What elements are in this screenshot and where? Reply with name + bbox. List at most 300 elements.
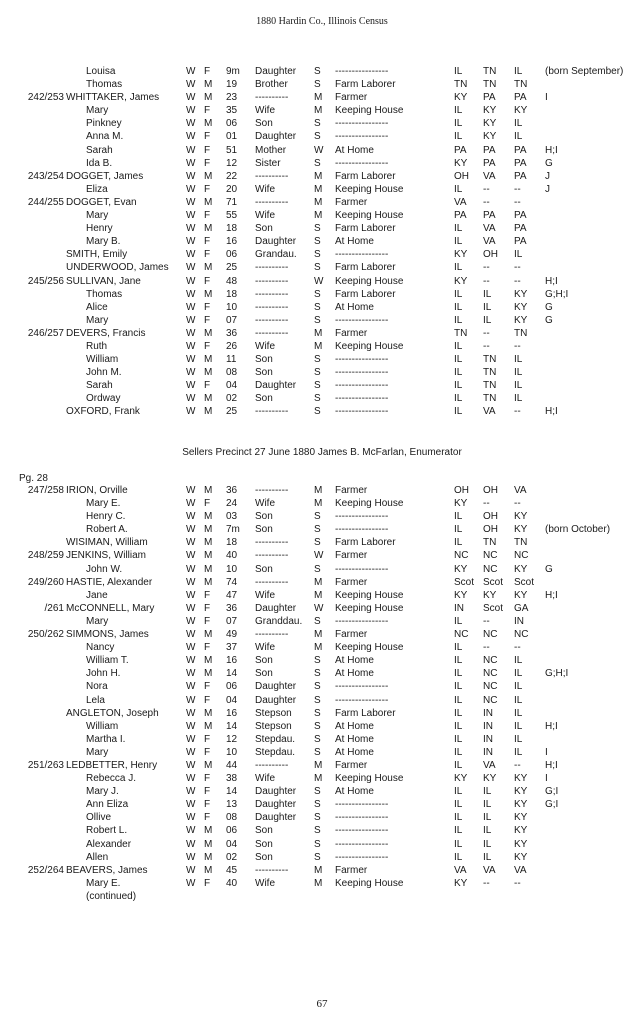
census-row <box>0 536 644 549</box>
father-birthplace: VA <box>483 223 496 235</box>
birthplace: IL <box>454 262 463 274</box>
race: W <box>186 327 196 339</box>
relationship: Son <box>255 851 273 863</box>
mother-birthplace: KY <box>514 563 528 575</box>
sex: F <box>204 301 211 313</box>
father-birthplace: NC <box>483 550 498 562</box>
sex: F <box>204 131 211 143</box>
sex: F <box>204 602 211 614</box>
marital-status: S <box>314 380 321 392</box>
age: 06 <box>226 118 238 130</box>
relationship: Stepson <box>255 707 292 719</box>
birthplace: IL <box>454 524 463 536</box>
age: 71 <box>226 196 238 208</box>
person-name: DOGGET, James <box>66 170 144 182</box>
occupation: ---------------- <box>335 812 389 824</box>
marital-status: S <box>314 157 321 169</box>
age: 08 <box>226 367 238 379</box>
relationship: Son <box>255 825 273 837</box>
mother-birthplace: IL <box>514 681 523 693</box>
relationship: Son <box>255 563 273 575</box>
person-name: SIMMONS, James <box>66 629 149 641</box>
father-birthplace: IL <box>483 786 492 798</box>
census-row <box>0 707 644 720</box>
relationship: ---------- <box>255 301 289 313</box>
person-name: Thomas <box>86 288 123 300</box>
census-row <box>0 864 644 877</box>
father-birthplace: NC <box>483 563 498 575</box>
birthplace: IL <box>454 799 463 811</box>
race: W <box>186 537 196 549</box>
sex: F <box>204 786 211 798</box>
birthplace: IL <box>454 223 463 235</box>
sex: M <box>204 196 213 208</box>
relationship: Wife <box>255 773 275 785</box>
father-birthplace: IL <box>483 812 492 824</box>
birthplace: NC <box>454 629 469 641</box>
note: G <box>545 563 553 575</box>
father-birthplace: IL <box>483 288 492 300</box>
census-row <box>0 392 644 405</box>
birthplace: IL <box>454 393 463 405</box>
mother-birthplace: IL <box>514 380 523 392</box>
relationship: Stepson <box>255 720 292 732</box>
age: 25 <box>226 262 238 274</box>
person-name: Ann Eliza <box>86 799 129 811</box>
sex: F <box>204 66 211 77</box>
dwelling-family-number: 249/260 <box>27 576 64 588</box>
relationship: Brother <box>255 79 288 91</box>
mother-birthplace: IL <box>514 720 523 732</box>
race: W <box>186 66 196 77</box>
birthplace: VA <box>454 864 467 876</box>
note: G <box>545 157 553 169</box>
relationship: Daughter <box>255 681 297 693</box>
occupation: Farmer <box>335 550 368 562</box>
sex: F <box>204 498 211 510</box>
person-name: HASTIE, Alexander <box>66 576 153 588</box>
census-row <box>0 288 644 301</box>
age: 74 <box>226 576 238 588</box>
birthplace: IL <box>454 720 463 732</box>
marital-status: S <box>314 838 321 850</box>
race: W <box>186 367 196 379</box>
sex: F <box>204 340 211 352</box>
birthplace: IL <box>454 733 463 745</box>
mother-birthplace: PA <box>514 223 527 235</box>
race: W <box>186 92 196 104</box>
age: 12 <box>226 733 238 745</box>
relationship: ---------- <box>255 327 289 339</box>
marital-status: W <box>314 144 324 156</box>
census-row <box>0 261 644 274</box>
father-birthplace: NC <box>483 629 498 641</box>
mother-birthplace: NC <box>514 629 529 641</box>
father-birthplace: TN <box>483 367 497 379</box>
marital-status: M <box>314 92 323 104</box>
census-row <box>0 549 644 562</box>
occupation: At Home <box>335 301 374 313</box>
father-birthplace: -- <box>483 275 490 287</box>
father-birthplace: IL <box>483 825 492 837</box>
father-birthplace: -- <box>483 183 490 195</box>
person-name: JENKINS, William <box>66 550 147 562</box>
mother-birthplace: KY <box>514 589 528 601</box>
person-name: Henry <box>86 223 113 235</box>
relationship: Stepdau. <box>255 733 296 745</box>
occupation: Keeping House <box>335 602 404 614</box>
father-birthplace: KY <box>483 589 497 601</box>
age: 36 <box>226 327 238 339</box>
sex: M <box>204 393 213 405</box>
birthplace: OH <box>454 170 469 182</box>
sex: M <box>204 825 213 837</box>
age: 11 <box>226 354 237 366</box>
dwelling-family-number: 243/254 <box>27 170 64 182</box>
age: 16 <box>226 707 238 719</box>
sex: F <box>204 589 211 601</box>
occupation: ---------------- <box>335 799 389 811</box>
person-name: Nora <box>86 681 108 693</box>
marital-status: S <box>314 733 321 745</box>
occupation: Keeping House <box>335 275 404 287</box>
person-name: Mary <box>86 746 109 758</box>
marital-status: S <box>314 655 321 667</box>
person-name: Nancy <box>86 642 115 654</box>
person-name: Mary <box>86 314 109 326</box>
age: 23 <box>226 92 238 104</box>
relationship: Daughter <box>255 799 297 811</box>
mother-birthplace: KY <box>514 301 528 313</box>
birthplace: KY <box>454 877 468 889</box>
sex: M <box>204 327 213 339</box>
marital-status: W <box>314 602 324 614</box>
race: W <box>186 825 196 837</box>
marital-status: S <box>314 825 321 837</box>
mother-birthplace: IL <box>514 118 523 130</box>
race: W <box>186 812 196 824</box>
age: 9m <box>226 66 240 77</box>
occupation: At Home <box>335 655 374 667</box>
age: 04 <box>226 380 238 392</box>
dwelling-family-number: 242/253 <box>27 92 64 104</box>
relationship: ---------- <box>255 275 289 287</box>
birthplace: NC <box>454 550 469 562</box>
sex: M <box>204 629 213 641</box>
sex: M <box>204 354 213 366</box>
census-row <box>0 353 644 366</box>
birthplace: TN <box>454 79 468 91</box>
census-row <box>0 576 644 589</box>
mother-birthplace: PA <box>514 170 527 182</box>
census-row <box>0 680 644 693</box>
age: 07 <box>226 314 238 326</box>
person-name: ANGLETON, Joseph <box>66 707 159 719</box>
mother-birthplace: -- <box>514 262 521 274</box>
census-row <box>0 563 644 576</box>
mother-birthplace: -- <box>514 183 521 195</box>
birthplace: KY <box>454 498 468 510</box>
relationship: Daughter <box>255 131 297 143</box>
race: W <box>186 838 196 850</box>
race: W <box>186 275 196 287</box>
age: 40 <box>226 550 238 562</box>
census-row <box>0 366 644 379</box>
occupation: ---------------- <box>335 615 389 627</box>
relationship: Daughter <box>255 66 297 77</box>
father-birthplace: OH <box>483 511 498 523</box>
marital-status: M <box>314 210 323 222</box>
person-name: Martha I. <box>86 733 126 745</box>
age: 14 <box>226 668 238 680</box>
race: W <box>186 773 196 785</box>
birthplace: IL <box>454 236 463 248</box>
sex: F <box>204 681 211 693</box>
occupation: ---------------- <box>335 393 389 405</box>
father-birthplace: Scot <box>483 602 504 614</box>
census-row <box>0 733 644 746</box>
race: W <box>186 183 196 195</box>
age: 12 <box>226 157 238 169</box>
birthplace: IL <box>454 380 463 392</box>
person-name: Alexander <box>86 838 132 850</box>
age: 10 <box>226 563 238 575</box>
mother-birthplace: -- <box>514 340 521 352</box>
age: 14 <box>226 786 238 798</box>
race: W <box>186 498 196 510</box>
birthplace: IL <box>454 354 463 366</box>
marital-status: M <box>314 629 323 641</box>
census-row <box>0 589 644 602</box>
relationship: Son <box>255 223 273 235</box>
marital-status: S <box>314 746 321 758</box>
birthplace: IL <box>454 642 463 654</box>
occupation: ---------------- <box>335 314 389 326</box>
sex: M <box>204 485 213 496</box>
marital-status: S <box>314 851 321 863</box>
relationship: Wife <box>255 183 275 195</box>
person-name: Alice <box>86 301 108 313</box>
sex: M <box>204 851 213 863</box>
occupation: Keeping House <box>335 642 404 654</box>
age: 10 <box>226 746 238 758</box>
occupation: Farm Laborer <box>335 170 396 182</box>
mother-birthplace: TN <box>514 79 528 91</box>
birthplace: IL <box>454 340 463 352</box>
race: W <box>186 615 196 627</box>
mother-birthplace: -- <box>514 498 521 510</box>
marital-status: S <box>314 367 321 379</box>
census-row <box>0 196 644 209</box>
mother-birthplace: KY <box>514 314 528 326</box>
race: W <box>186 733 196 745</box>
relationship: Daughter <box>255 236 297 248</box>
sex: M <box>204 79 213 91</box>
sex: F <box>204 733 211 745</box>
race: W <box>186 655 196 667</box>
father-birthplace: TN <box>483 380 497 392</box>
mother-birthplace: KY <box>514 838 528 850</box>
birthplace: IL <box>454 812 463 824</box>
mother-birthplace: TN <box>514 327 528 339</box>
occupation: At Home <box>335 746 374 758</box>
marital-status: M <box>314 170 323 182</box>
note: J <box>545 183 550 195</box>
marital-status: M <box>314 340 323 352</box>
census-row <box>0 183 644 196</box>
marital-status: M <box>314 327 323 339</box>
birthplace: IL <box>454 681 463 693</box>
precinct-heading: Sellers Precinct 27 June 1880 James B. McFarlan, Enumerator <box>182 447 462 458</box>
marital-status: S <box>314 537 321 549</box>
marital-status: M <box>314 485 323 496</box>
age: 47 <box>226 589 238 601</box>
birthplace: IL <box>454 105 463 117</box>
age: 18 <box>226 288 238 300</box>
relationship: ---------- <box>255 406 289 418</box>
age: 14 <box>226 720 238 732</box>
mother-birthplace: IL <box>514 733 523 745</box>
marital-status: W <box>314 275 324 287</box>
occupation: At Home <box>335 236 374 248</box>
person-name: Mary <box>86 105 109 117</box>
dwelling-family-number: 251/263 <box>27 759 64 771</box>
relationship: ---------- <box>255 550 289 562</box>
note: H;I <box>545 275 558 287</box>
age: 16 <box>226 655 238 667</box>
census-row <box>0 694 644 707</box>
age: 51 <box>226 144 238 156</box>
occupation: ---------------- <box>335 694 389 706</box>
father-birthplace: IL <box>483 301 492 313</box>
census-row <box>0 798 644 811</box>
birthplace: IL <box>454 131 463 143</box>
census-row <box>0 235 644 248</box>
sex: F <box>204 746 211 758</box>
birthplace: KY <box>454 157 468 169</box>
father-birthplace: -- <box>483 498 490 510</box>
occupation: At Home <box>335 733 374 745</box>
person-name: Pinkney <box>86 118 122 130</box>
mother-birthplace: -- <box>514 406 521 418</box>
birthplace: IL <box>454 655 463 667</box>
marital-status: S <box>314 314 321 326</box>
mother-birthplace: VA <box>514 864 527 876</box>
age: 10 <box>226 301 238 313</box>
occupation: ---------------- <box>335 406 389 418</box>
sex: F <box>204 799 211 811</box>
note: G <box>545 301 553 313</box>
father-birthplace: -- <box>483 327 490 339</box>
marital-status: M <box>314 759 323 771</box>
race: W <box>186 707 196 719</box>
occupation: At Home <box>335 786 374 798</box>
person-name: Thomas <box>86 79 123 91</box>
occupation: Farm Laborer <box>335 262 396 274</box>
relationship: ---------- <box>255 170 289 182</box>
father-birthplace: VA <box>483 759 496 771</box>
person-name: UNDERWOOD, James <box>66 262 169 274</box>
race: W <box>186 262 196 274</box>
sex: M <box>204 367 213 379</box>
marital-status: S <box>314 720 321 732</box>
note: G;H;I <box>545 668 569 680</box>
sex: F <box>204 210 211 222</box>
mother-birthplace: KY <box>514 786 528 798</box>
occupation: ---------------- <box>335 249 389 261</box>
sex: M <box>204 170 213 182</box>
relationship: Daughter <box>255 694 297 706</box>
birthplace: IL <box>454 838 463 850</box>
age: 40 <box>226 877 238 889</box>
birthplace: KY <box>454 92 468 104</box>
note: I <box>545 773 548 785</box>
race: W <box>186 314 196 326</box>
person-name: Robert L. <box>86 825 128 837</box>
father-birthplace: VA <box>483 406 496 418</box>
age: 24 <box>226 498 238 510</box>
father-birthplace: TN <box>483 66 497 77</box>
birthplace: IN <box>454 602 464 614</box>
mother-birthplace: IL <box>514 746 523 758</box>
census-row <box>0 379 644 392</box>
race: W <box>186 668 196 680</box>
dwelling-family-number: 250/262 <box>27 629 64 641</box>
relationship: Granddau. <box>255 615 303 627</box>
sex: F <box>204 314 211 326</box>
marital-status: S <box>314 707 321 719</box>
relationship: Mother <box>255 144 287 156</box>
age: 06 <box>226 249 238 261</box>
relationship: Son <box>255 354 273 366</box>
age: 36 <box>226 602 238 614</box>
relationship: ---------- <box>255 485 289 496</box>
relationship: Son <box>255 524 273 536</box>
person-name: DEVERS, Francis <box>66 327 146 339</box>
person-name: WISIMAN, William <box>66 537 148 549</box>
relationship: ---------- <box>255 629 289 641</box>
census-row <box>0 209 644 222</box>
person-name: John M. <box>86 367 122 379</box>
relationship: ---------- <box>255 576 289 588</box>
census-row <box>0 785 644 798</box>
race: W <box>186 485 196 496</box>
age: 45 <box>226 864 238 876</box>
marital-status: S <box>314 79 321 91</box>
relationship: Wife <box>255 498 275 510</box>
census-row <box>0 65 644 78</box>
mother-birthplace: IL <box>514 668 523 680</box>
race: W <box>186 196 196 208</box>
mother-birthplace: KY <box>514 851 528 863</box>
census-row <box>0 144 644 157</box>
relationship: Son <box>255 393 273 405</box>
race: W <box>186 406 196 418</box>
marital-status: M <box>314 105 323 117</box>
race: W <box>186 288 196 300</box>
mother-birthplace: KY <box>514 799 528 811</box>
occupation: At Home <box>335 144 374 156</box>
race: W <box>186 877 196 889</box>
mother-birthplace: IL <box>514 131 523 143</box>
marital-status: M <box>314 877 323 889</box>
census-row <box>0 759 644 772</box>
marital-status: M <box>314 183 323 195</box>
note: I <box>545 746 548 758</box>
page-number: 67 <box>316 998 328 1010</box>
person-name: Henry C. <box>86 511 126 523</box>
race: W <box>186 144 196 156</box>
